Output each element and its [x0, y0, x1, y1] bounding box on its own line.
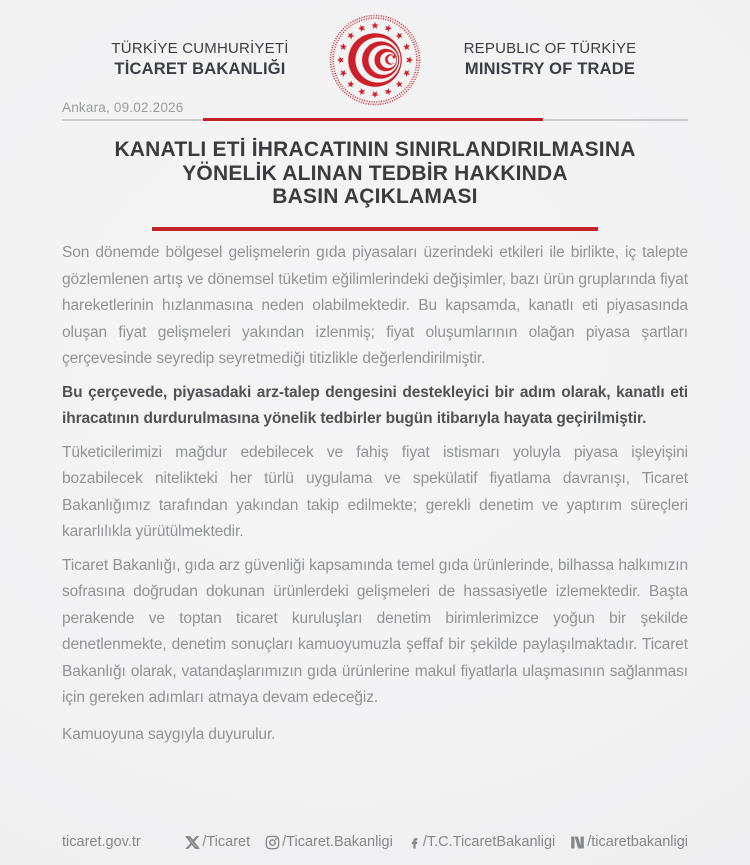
social-item-x — [185, 834, 250, 850]
website-url: ticaret.gov.tr — [62, 834, 141, 850]
paragraph-3: Tüketicilerimizi mağdur edebilecek ve fahiş fiyat istismarı yoluyla piyasa işleyişini bozabilecek nitelikteki her türlü uygulama ve spekülatif fiyatlama davranışı, Ticaret Bakanlığımız tarafından yakından takip edilmekte; gerekli denetim ve yaptırım süreçleri kararlılıkla yürütülmektedir. — [62, 443, 688, 540]
instagram-icon — [265, 835, 280, 850]
org-name-turkish — [86, 40, 314, 79]
page-title — [40, 138, 710, 209]
social-item-facebook — [408, 834, 555, 850]
social-item-nsosyal — [570, 834, 688, 850]
divider-red-segment — [203, 118, 543, 121]
org-name-english — [436, 40, 664, 79]
nsosyal-icon — [570, 835, 585, 850]
org-name-tr-line1: TÜRKİYE CUMHURİYETİ — [111, 40, 289, 58]
nsosyal-handle: /ticaretbakanligi — [587, 834, 688, 850]
paragraph-4: Ticaret Bakanlığı, gıda arz güvenliği kapsamında temel gıda ürünlerinde, bilhassa halkımızın sofrasına doğrudan dokunan ürünlerdeki gelişmeleri de hassasiyetle izlemektedir. Başta perakende ve toptan ticaret kuruluşları denetim birimlerimizce yoğun bir şekilde denetlenmekte, denetim sonuçları kamuoyumuzla şeffaf bir şekilde paylaşılmaktadır. Ticaret Bakanlığı olarak, vatandaşlarımızın gıda ürünlerine makul fiyatlarla ulaşmasının sağlanması için gereken adımları atmaya devam edeceğiz. — [62, 556, 688, 706]
org-name-en-line2: MINISTRY OF TRADE — [464, 60, 636, 79]
closing-line: Kamuoyuna saygıyla duyurulur. — [62, 725, 276, 743]
title-line-1: KANATLI ETİ İHRACATININ SINIRLANDIRILMASINA — [114, 138, 636, 161]
x-icon — [185, 835, 200, 850]
facebook-handle: /T.C.TicaretBakanligi — [422, 834, 556, 850]
social-handles — [185, 834, 688, 850]
social-item-instagram — [265, 834, 393, 850]
footer — [62, 832, 688, 852]
facebook-icon — [408, 835, 421, 850]
org-name-tr-line2: TİCARET BAKANLIĞI — [114, 60, 286, 79]
paragraph-1: Son dönemde bölgesel gelişmelerin gıda piyasaları üzerindeki etkileri ile birlikte, iç talepte gözlemlenen artış ve dönemsel tüketim eğilimlerindeki değişimler, bazı ürün gruplarında fiyat hareketlerinin hızlanmasına neden olabilmektedir. Bu kapsamda, kanatlı eti piyasasında oluşan fiyat gelişmeleri yakından izlenmiş; fiyat oluşumlarının olağan piyasa şartları çerçevesinde seyredip seyretmediği titizlikle değerlendirilmiştir. — [62, 244, 688, 367]
title-line-2: YÖNELİK ALINAN TEDBİR HAKKINDA — [182, 161, 568, 185]
instagram-handle: /Ticaret.Bakanligi — [282, 834, 393, 850]
header — [0, 12, 750, 108]
title-underline — [152, 227, 598, 231]
title-line-3: BASIN AÇIKLAMASI — [272, 185, 478, 208]
dateline: Ankara, 09.02.2026 — [62, 100, 184, 115]
press-release-body — [62, 240, 688, 755]
ministry-of-trade-emblem-icon — [328, 13, 422, 107]
x-handle: /Ticaret — [202, 834, 251, 850]
header-divider — [62, 118, 688, 121]
org-name-en-line1: REPUBLIC OF TÜRKİYE — [463, 40, 637, 58]
paragraph-2-emphasis: Bu çerçevede, piyasadaki arz-talep dengesini destekleyici bir adım olarak, kanatlı eti ihracatının durdurulmasına yönelik tedbirler bugün itibarıyla hayata geçirilmiştir. — [62, 383, 688, 427]
